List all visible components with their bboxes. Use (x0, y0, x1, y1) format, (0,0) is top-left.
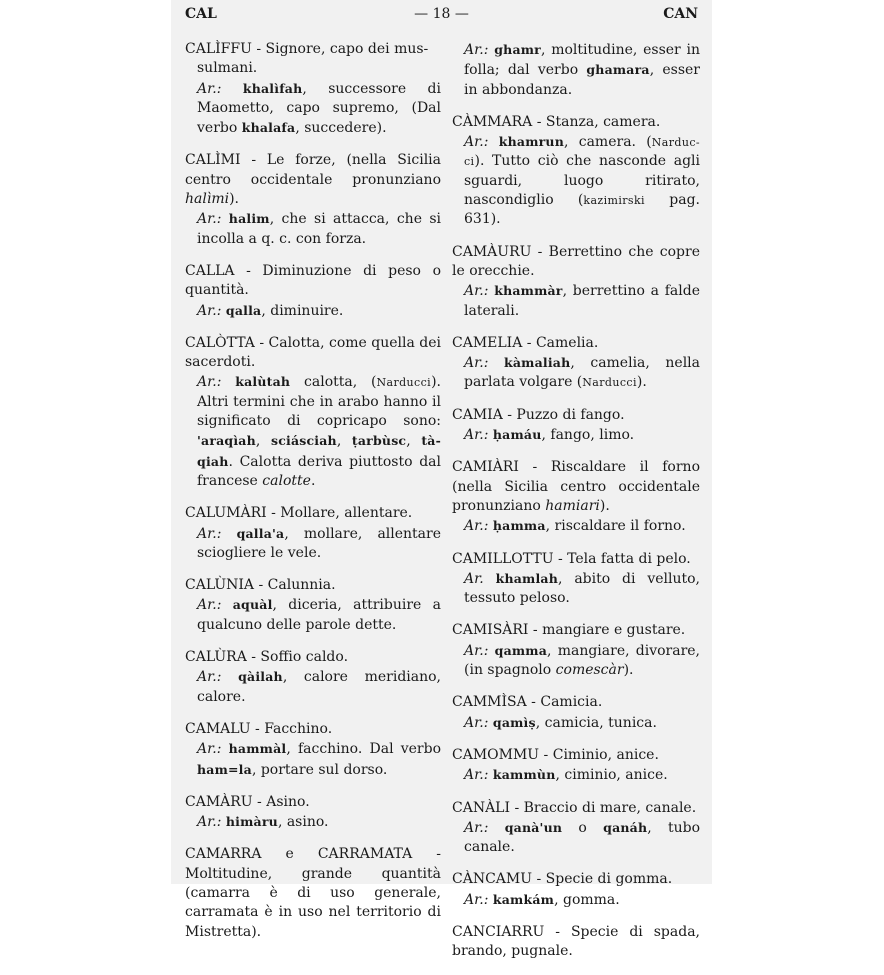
definition: Ar.: kammùn, ciminio, anice. (464, 767, 668, 784)
headword-line: CALÒTTA - Calotta, come quella dei sacerdoti. (185, 334, 441, 371)
entry (452, 334, 700, 393)
page-number: — 18 — (414, 6, 469, 22)
entry (452, 923, 700, 962)
headword-line: CAMELIA - Camelia. (452, 334, 599, 351)
definition: Ar.: ḥamma, riscaldare il forno. (464, 518, 686, 535)
entry (185, 576, 441, 635)
entry (452, 621, 700, 680)
definition: Ar.: ḥamáu, fango, limo. (464, 427, 635, 444)
headword-line: CÀNCAMU - Specie di gomma. (452, 871, 673, 888)
definition: Ar.: khamrun, camera. (Narduc-ci). Tutto ciò che nasconde agli sguardi, luogo ritirato, nascondiglio (kazimirski pag. 631). (464, 134, 700, 228)
headword-line: CANÀLI - Braccio di mare, canale. (452, 799, 697, 816)
entry (185, 793, 441, 833)
definition: Ar.: qàilah, calore meridiano, calore. (197, 669, 442, 705)
entry (185, 648, 441, 707)
definition: Ar.: kamkám, gomma. (464, 891, 620, 908)
entry (452, 799, 700, 858)
headword-line: CAMMÌSA - Camicia. (452, 694, 603, 711)
entry (185, 504, 441, 563)
entry (452, 406, 700, 446)
entry (452, 243, 700, 321)
dictionary-page (171, 0, 712, 960)
definition: Ar.: qanà'un o qanáh, tubo canale. (464, 819, 700, 856)
headword-line: CALÙNIA - Calunnia. (185, 577, 336, 594)
definition: Ar.: kalùtah calotta, (Narducci). Altri termini che in arabo hanno il significato di copricapo sono: 'araqìah, sciásciah, ṭarbùsc, tà-qiah. Calotta deriva piuttosto dal francese calotte. (197, 374, 441, 489)
right-column (452, 40, 700, 975)
headword-line: CAMISÀRI - mangiare e gustare. (452, 622, 686, 639)
entry (452, 870, 700, 910)
definition: Ar.: qalla, diminuire. (197, 302, 344, 319)
definition: Ar. khamlah, abito di velluto, tessuto peloso. (464, 570, 700, 607)
headword-line: CALUMÀRI - Mollare, allentare. (185, 505, 413, 522)
entry (185, 40, 441, 138)
definition: Ar.: qalla'a, mollare, allentare sciogliere le vele. (197, 525, 441, 561)
entry (185, 334, 441, 491)
entry (185, 720, 441, 780)
headword-line: CANCIARRU - Specie di spada, brando, pugnale. (452, 923, 700, 960)
entry (452, 693, 700, 733)
definition: Ar.: qamma, mangiare, divorare, (in spagnolo comescàr). (464, 642, 700, 679)
definition: Ar.: himàru, asino. (197, 814, 329, 831)
headword-line: CÀMMARA - Stanza, camera. (452, 113, 661, 130)
definition: Ar.: aquàl, diceria, attribuire a qualcuno delle parole dette. (197, 597, 441, 633)
headword-line: CALÌFFU - Signore, capo dei mus- sulmani. (185, 41, 429, 77)
definition: Ar.: ghamr, moltitudine, esser in folla; dal verbo ghamara, esser in abbondanza. (464, 42, 700, 98)
headword-line: CAMÀRU - Asino. (185, 793, 310, 810)
definition: Ar.: khalìfah, successore di Maometto, capo supremo, (Dal verbo khalafa, succedere). (197, 80, 441, 137)
headword-line: CALÌMI - Le forze, (nella Sicilia centro occidentale pronunziano halìmi). (185, 152, 441, 208)
header-left: CAL (185, 6, 217, 22)
headword-line: CAMALU - Facchino. (185, 720, 333, 737)
headword-line: CALLA - Diminuzione di peso o quantità. (185, 262, 441, 299)
entry (185, 845, 441, 941)
headword-line: CAMOMMU - Ciminio, anice. (452, 746, 659, 763)
headword-line: CAMIÀRI - Riscaldare il forno (nella Sicilia centro occidentale pronunziano hamiari). (452, 459, 700, 514)
entry (185, 262, 441, 321)
entry (452, 746, 700, 786)
headword-line: CAMIA - Puzzo di fango. (452, 406, 625, 423)
entry (452, 458, 700, 536)
headword-line: CALÙRA - Soffio caldo. (185, 649, 349, 666)
headword-line: CAMÀURU - Berrettino che copre le orecchie. (452, 243, 700, 279)
entry-continuation (452, 40, 700, 100)
definition: Ar.: qamìṣ, camicia, tunica. (464, 714, 657, 731)
left-column (185, 40, 441, 955)
definition: Ar.: khammàr, berrettino a falde laterali. (464, 283, 700, 319)
entry (452, 113, 700, 230)
definition: Ar.: hammàl, facchino. Dal verbo ham=la, portare sul dorso. (197, 741, 441, 778)
headword-line: CAMARRA e CARRAMATA - Moltitudine, grande quantità (camarra è di uso generale, carramata è in uso nel territorio di Mistretta). (185, 846, 441, 940)
entry (452, 550, 700, 609)
definition: Ar.: halim, che si attacca, che si incolla a q. c. con forza. (197, 211, 441, 247)
header-right: CAN (663, 6, 698, 22)
headword-line: CAMILLOTTU - Tela fatta di pelo. (452, 550, 691, 567)
entry (185, 151, 441, 248)
definition: Ar.: kàmaliah, camelia, nella parlata volgare (Narducci). (464, 355, 700, 391)
